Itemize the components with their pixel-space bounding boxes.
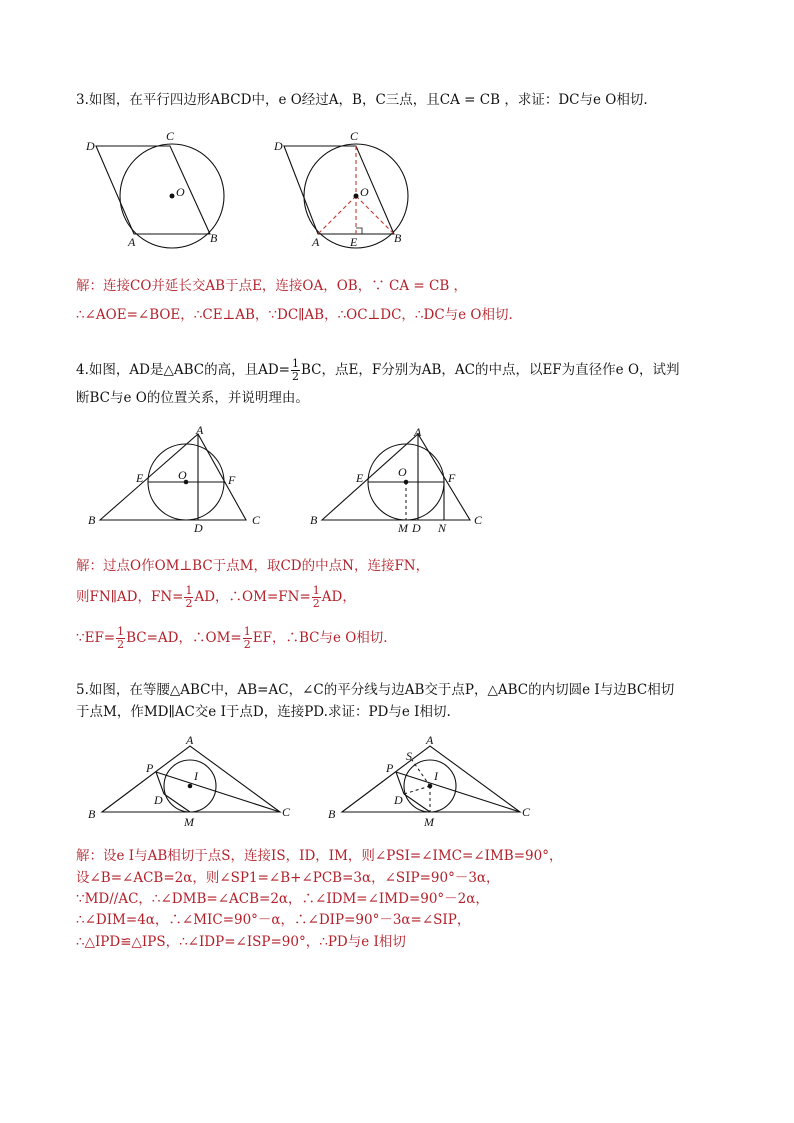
problem4-question-line2: 断BC与e O的位置关系，并说明理由。 bbox=[76, 390, 309, 406]
svg-text:C: C bbox=[350, 129, 359, 143]
problem5-solution-line3: ∵MD//AC，∴∠DMB=∠ACB=2α，∴∠IDM=∠IMD=90°－2α， bbox=[76, 891, 489, 907]
svg-text:B: B bbox=[310, 513, 318, 527]
problem3-solution-line1: 解：连接CO并延长交AB于点E，连接OA，OB，∵ CA = CB ， bbox=[76, 278, 468, 294]
svg-text:M: M bbox=[184, 815, 194, 829]
svg-text:F: F bbox=[448, 471, 456, 485]
svg-text:A: A bbox=[128, 235, 136, 249]
svg-text:M: M bbox=[398, 521, 408, 535]
problem3-figure-1 bbox=[84, 130, 234, 255]
svg-text:C: C bbox=[166, 129, 175, 143]
problem3-solution-line2: ∴∠AOE=∠BOE，∴CE⊥AB，∵DC∥AB，∴OC⊥DC，∴DC与e O相切. bbox=[76, 307, 513, 323]
svg-text:B: B bbox=[210, 231, 218, 245]
svg-text:I: I bbox=[434, 769, 438, 783]
svg-text:E: E bbox=[136, 471, 144, 485]
svg-text:D: D bbox=[274, 139, 283, 153]
problem3-question: 3.如图，在平行四边形ABCD中，e O经过A，B，C三点，且CA = CB ，求证：DC与e O相切. bbox=[76, 92, 648, 108]
svg-text:N: N bbox=[438, 521, 447, 535]
problem5-solution-line2: 设∠B=∠ACB=2α，则∠SP1=∠B+∠PCB=3α，∠SIP=90°－3α， bbox=[76, 870, 500, 886]
svg-text:A: A bbox=[196, 423, 204, 437]
problem4-figure-2 bbox=[308, 424, 508, 534]
svg-text:D: D bbox=[394, 793, 403, 807]
svg-text:O: O bbox=[398, 465, 407, 479]
fraction-half: $\frac{1}{2}$ bbox=[291, 357, 299, 383]
svg-text:S: S bbox=[406, 749, 412, 763]
svg-text:P: P bbox=[386, 761, 394, 775]
svg-text:C: C bbox=[522, 805, 531, 819]
svg-text:B: B bbox=[394, 231, 402, 245]
svg-text:O: O bbox=[178, 468, 187, 482]
svg-text:D: D bbox=[194, 521, 203, 535]
problem5-figure-2 bbox=[328, 734, 543, 829]
problem4-figure-1 bbox=[86, 424, 276, 534]
svg-text:F: F bbox=[228, 473, 236, 487]
svg-text:M: M bbox=[424, 815, 434, 829]
svg-text:C: C bbox=[282, 805, 291, 819]
center-o bbox=[170, 194, 175, 199]
svg-text:B: B bbox=[328, 807, 336, 821]
svg-text:E: E bbox=[356, 471, 364, 485]
svg-text:P: P bbox=[146, 761, 154, 775]
problem5-question-line1: 5.如图，在等腰△ABC中，AB=AC，∠C的平分线与边AB交于点P，△ABC的内切圆e I与边BC相切 bbox=[76, 682, 675, 698]
svg-text:A: A bbox=[426, 733, 434, 747]
svg-text:A: A bbox=[312, 235, 320, 249]
problem4-solution-line1: 解：过点O作OM⊥BC于点M，取CD的中点N，连接FN， bbox=[76, 558, 430, 574]
svg-text:D: D bbox=[412, 521, 421, 535]
problem5-solution-line1: 解：设e I与AB相切于点S，连接IS，ID，IM，则∠PSI=∠IMC=∠IMB=90°， bbox=[76, 848, 563, 864]
svg-text:E: E bbox=[350, 235, 358, 249]
problem4-solution-line3: ∵EF= $\frac{1}{2}$ BC=AD，∴OM= $\frac{1}{2}$ EF，∴BC与e O相切. bbox=[76, 625, 388, 651]
svg-text:I: I bbox=[194, 769, 198, 783]
svg-text:C: C bbox=[252, 513, 261, 527]
problem5-solution-line5: ∴△IPD≌△IPS，∴∠IDP=∠ISP=90°，∴PD与e I相切 bbox=[76, 934, 406, 950]
svg-text:B: B bbox=[88, 807, 96, 821]
problem4-question-line1: 4.如图，AD是△ABC的高，且AD= $\frac{1}{2}$ BC，点E，F分别为AB，AC的中点，以EF为直径作e O，试判 bbox=[76, 357, 680, 383]
svg-text:D: D bbox=[86, 139, 95, 153]
svg-text:A: A bbox=[186, 733, 194, 747]
svg-text:A: A bbox=[414, 425, 422, 439]
svg-text:C: C bbox=[474, 513, 483, 527]
problem5-question-line2: 于点M，作MD∥AC交e I于点D，连接PD.求证：PD与e I相切. bbox=[76, 704, 451, 720]
svg-text:O: O bbox=[360, 185, 369, 199]
problem4-solution-line2: 则FN∥AD，FN= $\frac{1}{2}$ AD，∴OM=FN= $\frac{1}{2}$ AD， bbox=[76, 584, 356, 610]
problem3-figure-2 bbox=[270, 130, 420, 255]
problem5-figure-1 bbox=[86, 734, 301, 829]
svg-text:O: O bbox=[176, 185, 185, 199]
svg-text:B: B bbox=[88, 513, 96, 527]
problem5-solution-line4: ∴∠DIM=4α，∴∠MIC=90°－α，∴∠DIP=90°－3α=∠SIP， bbox=[76, 912, 471, 928]
svg-text:D: D bbox=[154, 793, 163, 807]
